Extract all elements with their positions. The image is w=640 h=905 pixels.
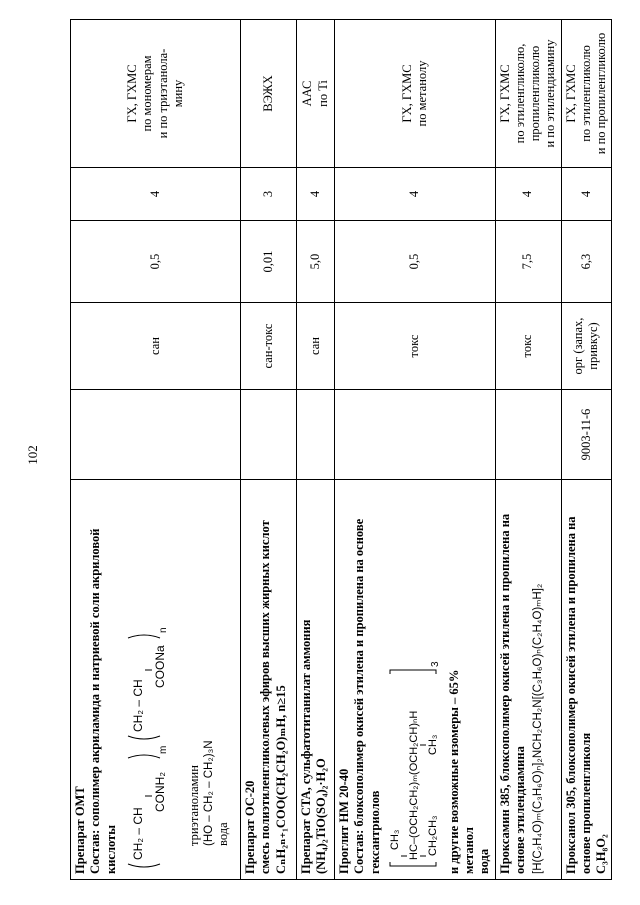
- norm-cell: 5,0: [297, 221, 335, 303]
- norm-cell: 0,5: [71, 221, 241, 303]
- cas-cell: [71, 390, 241, 480]
- cas-cell: 9003-11-6: [561, 390, 612, 480]
- substance-name-cell: [495, 480, 561, 880]
- method-line: пропиленгликолю: [528, 45, 542, 142]
- method-line: ГХ, ГХМС: [399, 64, 414, 123]
- substance-name-cell: [561, 480, 612, 880]
- rotated-table-container: [70, 20, 608, 880]
- table-row: [561, 20, 612, 880]
- norm-cell: 7,5: [495, 221, 561, 303]
- formula-part-3: CH₂CH₃: [426, 815, 439, 856]
- cas-cell: [297, 390, 335, 480]
- table-row: [495, 20, 561, 880]
- substance-title: Проксанол 305, блоксополимер окисей этилена и пропилена на основе пропиленгликоля: [563, 516, 593, 874]
- formula-part-4: CH₂ – CH: [130, 679, 145, 732]
- formula-part-5: COONa: [152, 645, 167, 688]
- method-line: и по триэтанола-: [155, 48, 170, 139]
- method-line: ГХ, ГХМС: [125, 64, 139, 123]
- structural-formula: [386, 485, 444, 874]
- isomers-note: и другие возможные изомеры – 65%: [446, 669, 461, 874]
- method-cell: [561, 20, 612, 168]
- method-line: по этиленгликолю,: [512, 43, 527, 144]
- polymer-structure-drawing: [122, 570, 184, 870]
- method-cell: [71, 20, 241, 168]
- class-cell: 3: [241, 168, 297, 221]
- substance-name-cell: [241, 480, 297, 880]
- formula-part-1: CH₃: [388, 829, 401, 850]
- method-line: ГХ, ГХМС: [563, 64, 578, 123]
- page-number: 102: [25, 445, 40, 465]
- substance-formula: CₙH₂ₙ₊₁COO(CH₂CH₂O)ₘH, n≥15: [273, 685, 288, 874]
- table-row: [335, 20, 496, 880]
- formula-part-6: n: [157, 627, 169, 633]
- cas-cell: [495, 390, 561, 480]
- hazard-cell: сан: [71, 303, 241, 390]
- extra-formula: (HO – CH₂ – CH₂)₃N: [203, 740, 215, 846]
- method-line: и по этилендиамину: [543, 39, 558, 148]
- table-row: [241, 20, 297, 880]
- structural-formula: [122, 485, 184, 874]
- substance-formula: [H(C₂H₄O)ₘ(C₃H₆O)ₙ]₂NCH₂CH₂N[(C₃H₆O)ₙ(C₂H₄O)ₘH]₂: [532, 583, 544, 874]
- extra-component: метанол: [462, 827, 476, 874]
- composition-text: блоксополимер окисей этилена и пропилена на основе гексантриолов: [352, 518, 382, 874]
- table-row: [71, 20, 241, 880]
- formula-part-2: HC–(OCH₂CH₂)ₘ(OCH₂CH)ₙH: [407, 710, 420, 860]
- method-line: ВЭЖХ: [260, 75, 275, 112]
- hazard-cell: токс: [495, 303, 561, 390]
- polyol-structure-drawing: [386, 610, 444, 870]
- composition-text: сополимер акриламида и натриевой соли акриловой кислоты: [88, 528, 118, 874]
- method-line: и по пропиленгликолю: [594, 32, 608, 155]
- method-line: по метанолу: [414, 60, 429, 127]
- method-line: ГХ, ГХМС: [497, 64, 512, 123]
- method-line: ААС: [300, 80, 315, 107]
- method-cell: [297, 20, 335, 168]
- substance-formula: C₃H₈O₂: [594, 834, 608, 874]
- formula-part-5: 3: [429, 661, 441, 667]
- substance-name-cell: [71, 480, 241, 880]
- method-line: по этиленгликолю: [578, 45, 593, 142]
- hazard-cell: орг (запах, привкус): [561, 303, 612, 390]
- substances-table: [70, 19, 612, 880]
- class-cell: 4: [71, 168, 241, 221]
- formula-part-3: m: [157, 745, 169, 754]
- substance-title: Проглит НМ 20-40: [337, 768, 351, 874]
- substance-name-cell: [297, 480, 335, 880]
- class-cell: 4: [335, 168, 496, 221]
- cas-cell: [241, 390, 297, 480]
- formula-part-1: CH₂ – CH: [130, 807, 145, 860]
- norm-cell: 0,5: [335, 221, 496, 303]
- extra-component: вода: [216, 822, 231, 846]
- composition-label: Состав:: [352, 829, 367, 874]
- method-cell: [495, 20, 561, 168]
- extra-component: триэтаноламин: [186, 765, 201, 846]
- table-row: [297, 20, 335, 880]
- hazard-cell: сан-токс: [241, 303, 297, 390]
- method-line: по Ti: [315, 80, 330, 107]
- class-cell: 4: [297, 168, 335, 221]
- cas-cell: [335, 390, 496, 480]
- formula-part-2: CONH₂: [152, 772, 167, 812]
- substance-title: Препарат ОМТ: [73, 786, 87, 874]
- method-cell: [335, 20, 496, 168]
- norm-cell: 6,3: [561, 221, 612, 303]
- extra-component: вода: [477, 848, 492, 874]
- formula-part-4: CH₃: [426, 734, 439, 755]
- substance-description: смесь полиэтиленгликолевых эфиров высших жирных кислот: [258, 520, 273, 874]
- method-line: мину: [170, 79, 185, 108]
- class-cell: 4: [561, 168, 612, 221]
- substance-name-cell: [335, 480, 496, 880]
- method-line: по мономерам: [140, 55, 155, 132]
- class-cell: 4: [495, 168, 561, 221]
- substance-title: Препарат СТА, сульфатотитанилат аммония: [299, 619, 313, 874]
- hazard-cell: токс: [335, 303, 496, 390]
- method-cell: [241, 20, 297, 168]
- substance-title: Проксамин 385, блоксополимер окисей этилена и пропилена на основе этилендиамина: [497, 513, 527, 874]
- substance-formula: (NH₄)₂TiO(SO₄)₂·H₂O: [314, 758, 329, 874]
- composition-label: Состав:: [88, 829, 103, 874]
- hazard-cell: сан: [297, 303, 335, 390]
- norm-cell: 0,01: [241, 221, 297, 303]
- substance-title: Препарат ОС-20: [243, 780, 257, 874]
